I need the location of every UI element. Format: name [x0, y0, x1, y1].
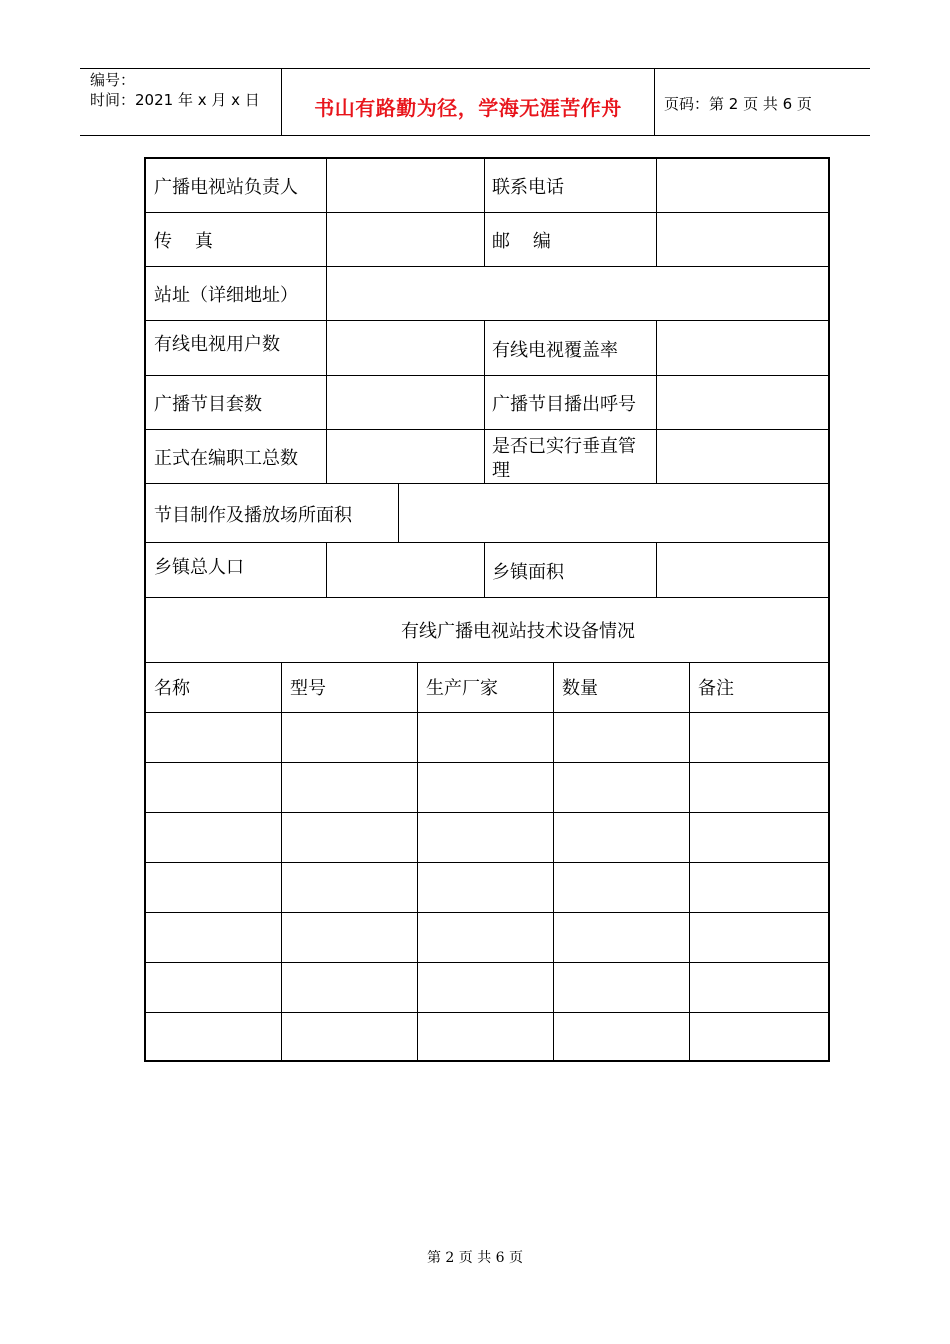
table-row-rule: [146, 712, 828, 713]
table-col-rule: [656, 542, 657, 597]
table-col-rule: [326, 320, 327, 483]
table-row-rule: [146, 375, 828, 376]
cable-coverage-label: 有线电视覆盖率: [492, 340, 618, 361]
postcode-label: 邮 编: [492, 231, 551, 252]
vertical-management-label: 是否已实行垂直管理: [492, 436, 636, 481]
equipment-header-remarks: 备注: [698, 678, 734, 699]
table-row-rule: [146, 429, 828, 430]
table-row-rule: [146, 662, 828, 663]
table-row-rule: [146, 266, 828, 267]
document-number-label: 编号：: [90, 71, 136, 89]
header-top-rule: [80, 68, 870, 69]
table-row-rule: [146, 483, 828, 484]
table-col-rule: [656, 320, 657, 483]
call-sign-label: 广播节目播出呼号: [492, 394, 636, 415]
table-col-rule: [484, 159, 485, 266]
program-sets-label: 广播节目套数: [154, 394, 262, 415]
venue-area-label: 节目制作及播放场所面积: [154, 505, 352, 526]
table-col-rule: [326, 542, 327, 597]
town-area-label: 乡镇面积: [492, 562, 564, 583]
table-col-rule: [398, 483, 399, 542]
header-bottom-rule: [80, 135, 870, 136]
address-label: 站址（详细地址）: [154, 285, 298, 306]
table-row-rule: [146, 762, 828, 763]
page-number-label: 页码：第 2 页 共 6 页: [664, 95, 812, 113]
header-motto: 书山有路勤为径，学海无涯苦作舟: [314, 96, 622, 120]
table-row-rule: [146, 862, 828, 863]
table-col-rule: [553, 662, 554, 1062]
staff-count-label: 正式在编职工总数: [154, 448, 298, 469]
table-col-rule: [484, 542, 485, 597]
header-divider: [654, 68, 655, 135]
equipment-header-name: 名称: [154, 678, 190, 699]
table-row-rule: [146, 542, 828, 543]
phone-label: 联系电话: [492, 177, 564, 198]
equipment-section-title: 有线广播电视站技术设备情况: [401, 621, 635, 642]
table-col-rule: [656, 159, 657, 266]
document-date-label: 时间：2021 年 x 月 x 日: [90, 91, 260, 109]
table-row-rule: [146, 912, 828, 913]
table-row-rule: [146, 812, 828, 813]
table-row-rule: [146, 212, 828, 213]
table-row-rule: [146, 962, 828, 963]
table-col-rule: [689, 662, 690, 1062]
table-col-rule: [281, 662, 282, 1062]
table-row-rule: [146, 597, 828, 598]
station-head-label: 广播电视站负责人: [154, 177, 298, 198]
cable-users-label: 有线电视用户数: [154, 334, 280, 355]
table-col-rule: [326, 266, 327, 320]
table-col-rule: [484, 320, 485, 483]
equipment-header-manufacturer: 生产厂家: [426, 678, 498, 699]
table-col-rule: [326, 159, 327, 266]
station-info-table: [144, 157, 830, 1062]
equipment-header-quantity: 数量: [562, 678, 598, 699]
population-label: 乡镇总人口: [154, 557, 244, 578]
equipment-header-model: 型号: [290, 678, 326, 699]
table-col-rule: [417, 662, 418, 1062]
table-row-rule: [146, 320, 828, 321]
fax-label: 传 真: [154, 231, 213, 252]
table-row-rule: [146, 1012, 828, 1013]
page-footer: 第 2 页 共 6 页: [426, 1250, 524, 1266]
